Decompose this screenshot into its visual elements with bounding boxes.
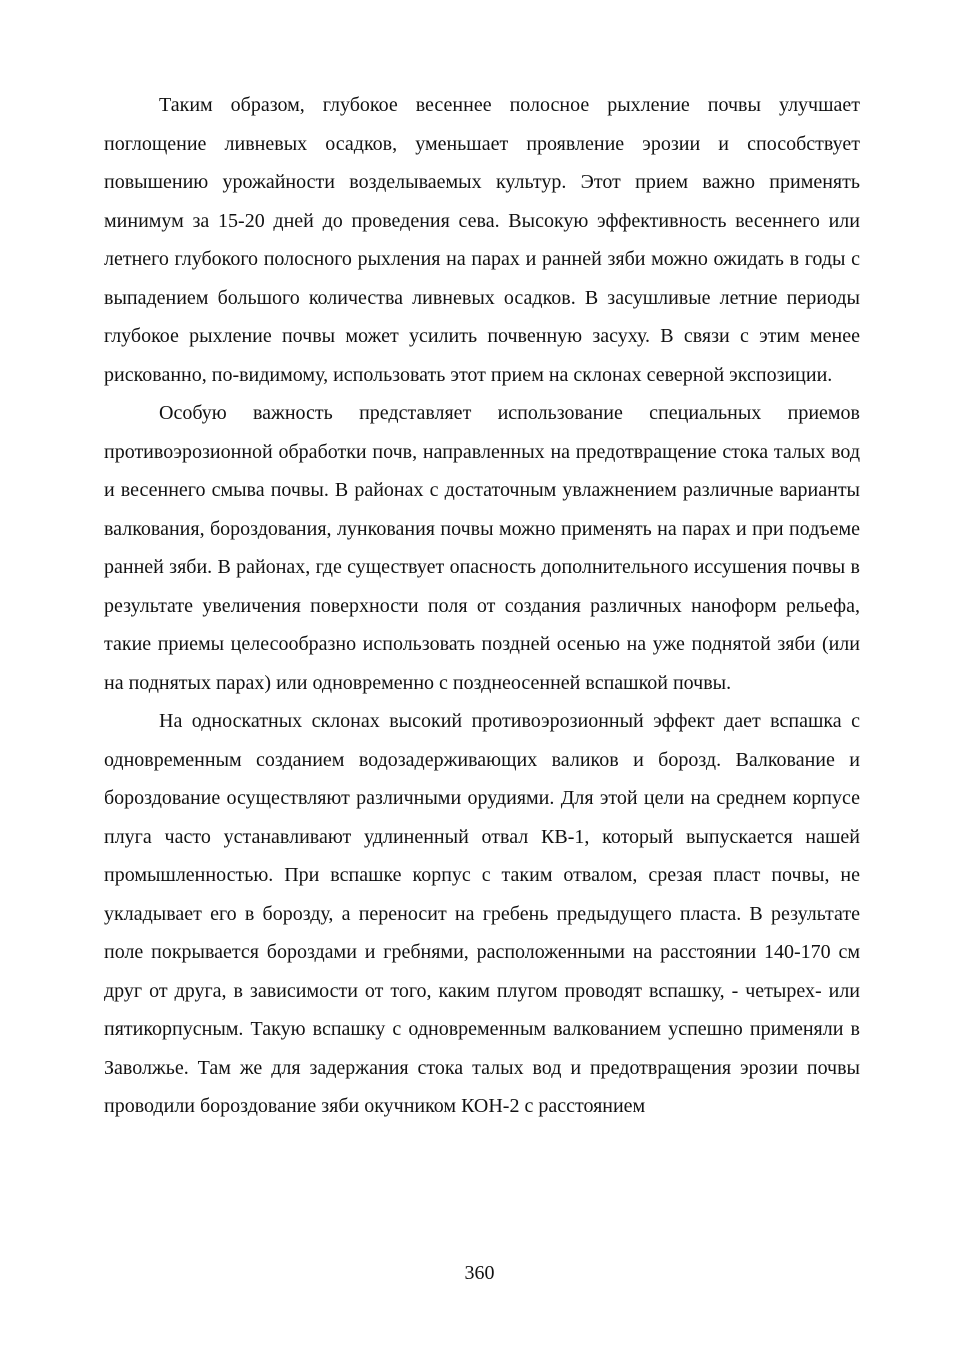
- paragraph-3: На односкатных склонах высокий противоэрозионный эффект дает вспашка с одновременным созданием водозадерживающих валиков и борозд. Валкование и бороздование осуществляют различными орудиями. Для этой цели на среднем корпусе плуга часто устанавливают удлиненный отвал КВ-1, который выпускается нашей промышленностью. При вспашке корпус с таким отвалом, срезая пласт почвы, не укладывает его в борозду, а переносит на гребень предыдущего пласта. В результате поле покрывается бороздами и гребнями, расположенными на расстоянии 140-170 см друг от друга, в зависимости от того, каким плугом проводят вспашку, - четырех- или пятикорпусным. Такую вспашку с одновременным валкованием успешно применяли в Заволжье. Там же для задержания стока талых вод и предотвращения эрозии почвы проводили бороздование зяби окучником КОН-2 с расстоянием: [104, 710, 860, 1117]
- paragraph-1: Таким образом, глубокое весеннее полосное рыхление почвы улучшает поглощение ливневых осадков, уменьшает проявление эрозии и способствует повышению урожайности возделываемых культур. Этот прием важно применять минимум за 15-20 дней до проведения сева. Высокую эффективность весеннего или летнего глубокого полосного рыхления на парах и ранней зяби можно ожидать в годы с выпадением большого количества ливневых осадков. В засушливые летние периоды глубокое рыхление почвы может усилить почвенную засуху. В связи с этим менее рискованно, по-видимому, использовать этот прием на склонах северной экспозиции.: [104, 94, 860, 386]
- paragraph-2: Особую важность представляет использование специальных приемов противоэрозионной обработки почв, направленных на предотвращение стока талых вод и весеннего смыва почвы. В районах с достаточным увлажнением различные варианты валкования, бороздования, лункования почвы можно применять на парах и при подъеме ранней зяби. В районах, где существует опасность дополнительного иссушения почвы в результате увеличения поверхности поля от создания различных наноформ рельефа, такие приемы целесообразно использовать поздней осенью на уже поднятой зяби (или на поднятых парах) или одновременно с позднеосенней вспашкой почвы.: [104, 402, 860, 694]
- body-text: [104, 86, 860, 1126]
- page-number: 360: [464, 1262, 495, 1284]
